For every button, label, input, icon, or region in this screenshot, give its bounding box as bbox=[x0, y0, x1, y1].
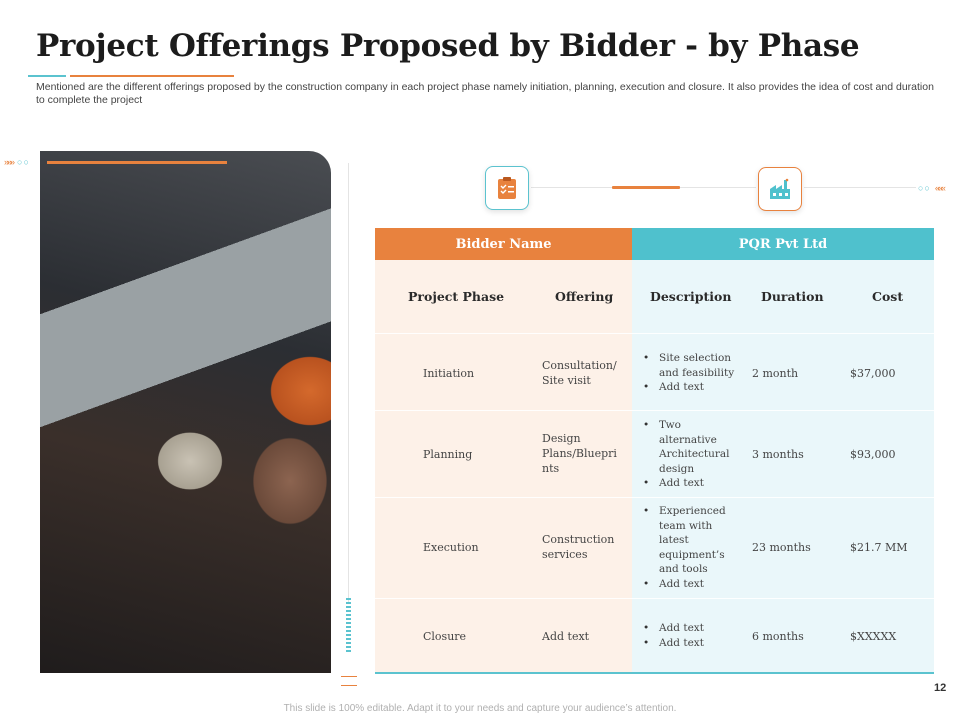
row-divider bbox=[375, 333, 934, 334]
title-underline-teal bbox=[28, 75, 66, 77]
factory-icon bbox=[758, 167, 802, 211]
duration-cell: 2 month bbox=[752, 367, 799, 380]
column-header-cost: Cost bbox=[872, 289, 904, 304]
clipboard-checklist-icon bbox=[485, 166, 529, 210]
description-cell bbox=[641, 504, 727, 591]
photo-accent-bar bbox=[47, 161, 227, 164]
description-bullet: • Site selection and feasibility bbox=[641, 351, 741, 380]
photo-side-line bbox=[348, 163, 349, 603]
bidder-name-header: Bidder Name bbox=[375, 228, 632, 260]
cost-cell: $93,000 bbox=[850, 448, 896, 461]
title-underline-orange bbox=[70, 75, 234, 77]
construction-worker-photo bbox=[40, 151, 331, 673]
row-divider bbox=[375, 598, 934, 599]
row-divider bbox=[375, 410, 934, 411]
footer-note: This slide is 100% editable. Adapt it to your needs and capture your audience’s attention. bbox=[283, 703, 677, 714]
description-bullet: • Add text bbox=[641, 636, 731, 651]
offering-cell: Add text bbox=[542, 630, 590, 643]
page-number: 12 bbox=[934, 682, 947, 694]
cost-cell: $21.7 MM bbox=[850, 541, 908, 554]
icon-connector-right-line bbox=[804, 187, 916, 188]
icon-connector-accent bbox=[612, 186, 680, 189]
phase-cell: Execution bbox=[423, 541, 479, 554]
phase-cell: Initiation bbox=[423, 367, 475, 380]
table-bottom-rule bbox=[375, 672, 934, 674]
duration-cell: 3 months bbox=[752, 448, 804, 461]
decorative-arrows-left: »»» ○○ bbox=[4, 157, 30, 167]
photo-side-base bbox=[341, 676, 357, 686]
description-bullet: • Two alternative Architectural design bbox=[641, 418, 727, 476]
column-header-description: Description bbox=[650, 289, 732, 304]
cost-cell: $XXXXX bbox=[850, 630, 897, 643]
column-header-offering: Offering bbox=[555, 289, 614, 304]
description-cell bbox=[641, 418, 730, 491]
column-header-phase: Project Phase bbox=[408, 289, 505, 304]
description-bullet: • Add text bbox=[641, 621, 731, 636]
description-bullet: • Experienced team with latest equipment’s and tools bbox=[641, 504, 727, 577]
offering-cell: Construction services bbox=[542, 533, 615, 561]
decorative-arrows-right: ○○ ««« bbox=[918, 183, 944, 193]
cost-cell: $37,000 bbox=[850, 367, 896, 380]
offering-cell: Design Plans/Bluepri nts bbox=[542, 432, 617, 475]
offering-cell: Consultation/ Site visit bbox=[542, 359, 617, 387]
duration-cell: 6 months bbox=[752, 630, 804, 643]
description-cell bbox=[641, 621, 731, 650]
slide-subtitle: Mentioned are the different offerings proposed by the construction company in each project phase namely initiation, planning, execution and closure. It also provides the idea of cost and duration to complete the project bbox=[36, 81, 934, 106]
phase-cell: Closure bbox=[423, 630, 467, 643]
row-divider bbox=[375, 497, 934, 498]
column-header-duration: Duration bbox=[761, 289, 824, 304]
photo-side-dots bbox=[346, 598, 351, 654]
slide-title: Project Offerings Proposed by Bidder - by Phase bbox=[36, 28, 860, 64]
phase-cell: Planning bbox=[423, 448, 473, 461]
bidder-value-header: PQR Pvt Ltd bbox=[632, 228, 934, 260]
description-bullet: • Add text bbox=[641, 476, 727, 491]
description-bullet: • Add text bbox=[641, 577, 727, 592]
duration-cell: 23 months bbox=[752, 541, 811, 554]
description-bullet: • Add text bbox=[641, 380, 741, 395]
description-cell bbox=[641, 351, 741, 395]
